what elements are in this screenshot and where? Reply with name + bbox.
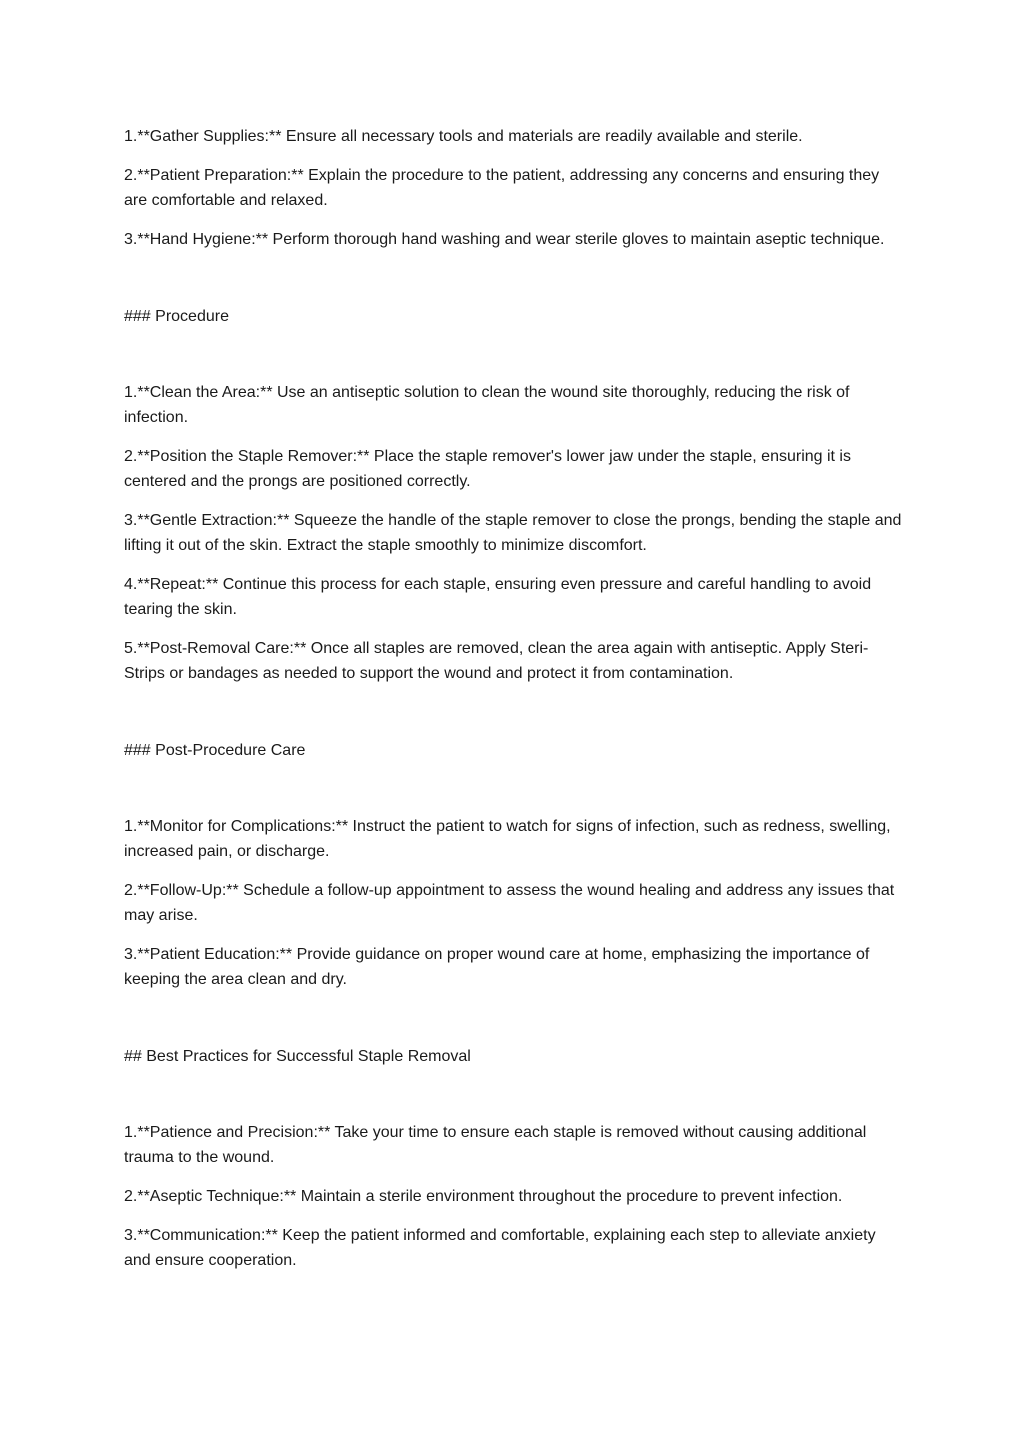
post-procedure-list [124,814,904,992]
list-item: 3.**Gentle Extraction:** Squeeze the handle of the staple remover to close the prongs, bending the staple and lifting it out of the skin. Extract the staple smoothly to minimize discomfort. [124,512,902,554]
list-item: 2.**Patient Preparation:** Explain the procedure to the patient, addressing any concerns and ensuring they are comfortable and relaxed. [124,167,880,209]
document-page [124,124,904,1287]
procedure-heading: ### Procedure [124,308,229,325]
list-item: 1.**Monitor for Complications:** Instruct the patient to watch for signs of infection, such as redness, swelling, increased pain, or discharge. [124,818,891,860]
preparation-list [124,124,904,252]
list-item: 3.**Patient Education:** Provide guidance on proper wound care at home, emphasizing the importance of keeping the area clean and dry. [124,946,870,988]
best-practices-list [124,1120,904,1273]
list-item: 2.**Aseptic Technique:** Maintain a sterile environment throughout the procedure to prevent infection. [124,1188,843,1205]
list-item: 3.**Hand Hygiene:** Perform thorough hand washing and wear sterile gloves to maintain aseptic technique. [124,231,885,248]
list-item: 3.**Communication:** Keep the patient informed and comfortable, explaining each step to alleviate anxiety and ensure cooperation. [124,1227,876,1269]
list-item: 1.**Patience and Precision:** Take your time to ensure each staple is removed without causing additional trauma to the wound. [124,1124,867,1166]
list-item: 1.**Clean the Area:** Use an antiseptic solution to clean the wound site thoroughly, reducing the risk of infection. [124,384,850,426]
list-item: 2.**Follow-Up:** Schedule a follow-up appointment to assess the wound healing and address any issues that may arise. [124,882,895,924]
best-practices-heading: ## Best Practices for Successful Staple Removal [124,1048,471,1065]
post-procedure-heading: ### Post-Procedure Care [124,742,306,759]
list-item: 5.**Post-Removal Care:** Once all staples are removed, clean the area again with antiseptic. Apply Steri-Strips or bandages as needed to support the wound and protect it from contamination. [124,640,869,682]
procedure-list [124,380,904,686]
list-item: 2.**Position the Staple Remover:** Place the staple remover's lower jaw under the staple, ensuring it is centered and the prongs are positioned correctly. [124,448,851,490]
list-item: 1.**Gather Supplies:** Ensure all necessary tools and materials are readily available and sterile. [124,128,803,145]
list-item: 4.**Repeat:** Continue this process for each staple, ensuring even pressure and careful handling to avoid tearing the skin. [124,576,872,618]
